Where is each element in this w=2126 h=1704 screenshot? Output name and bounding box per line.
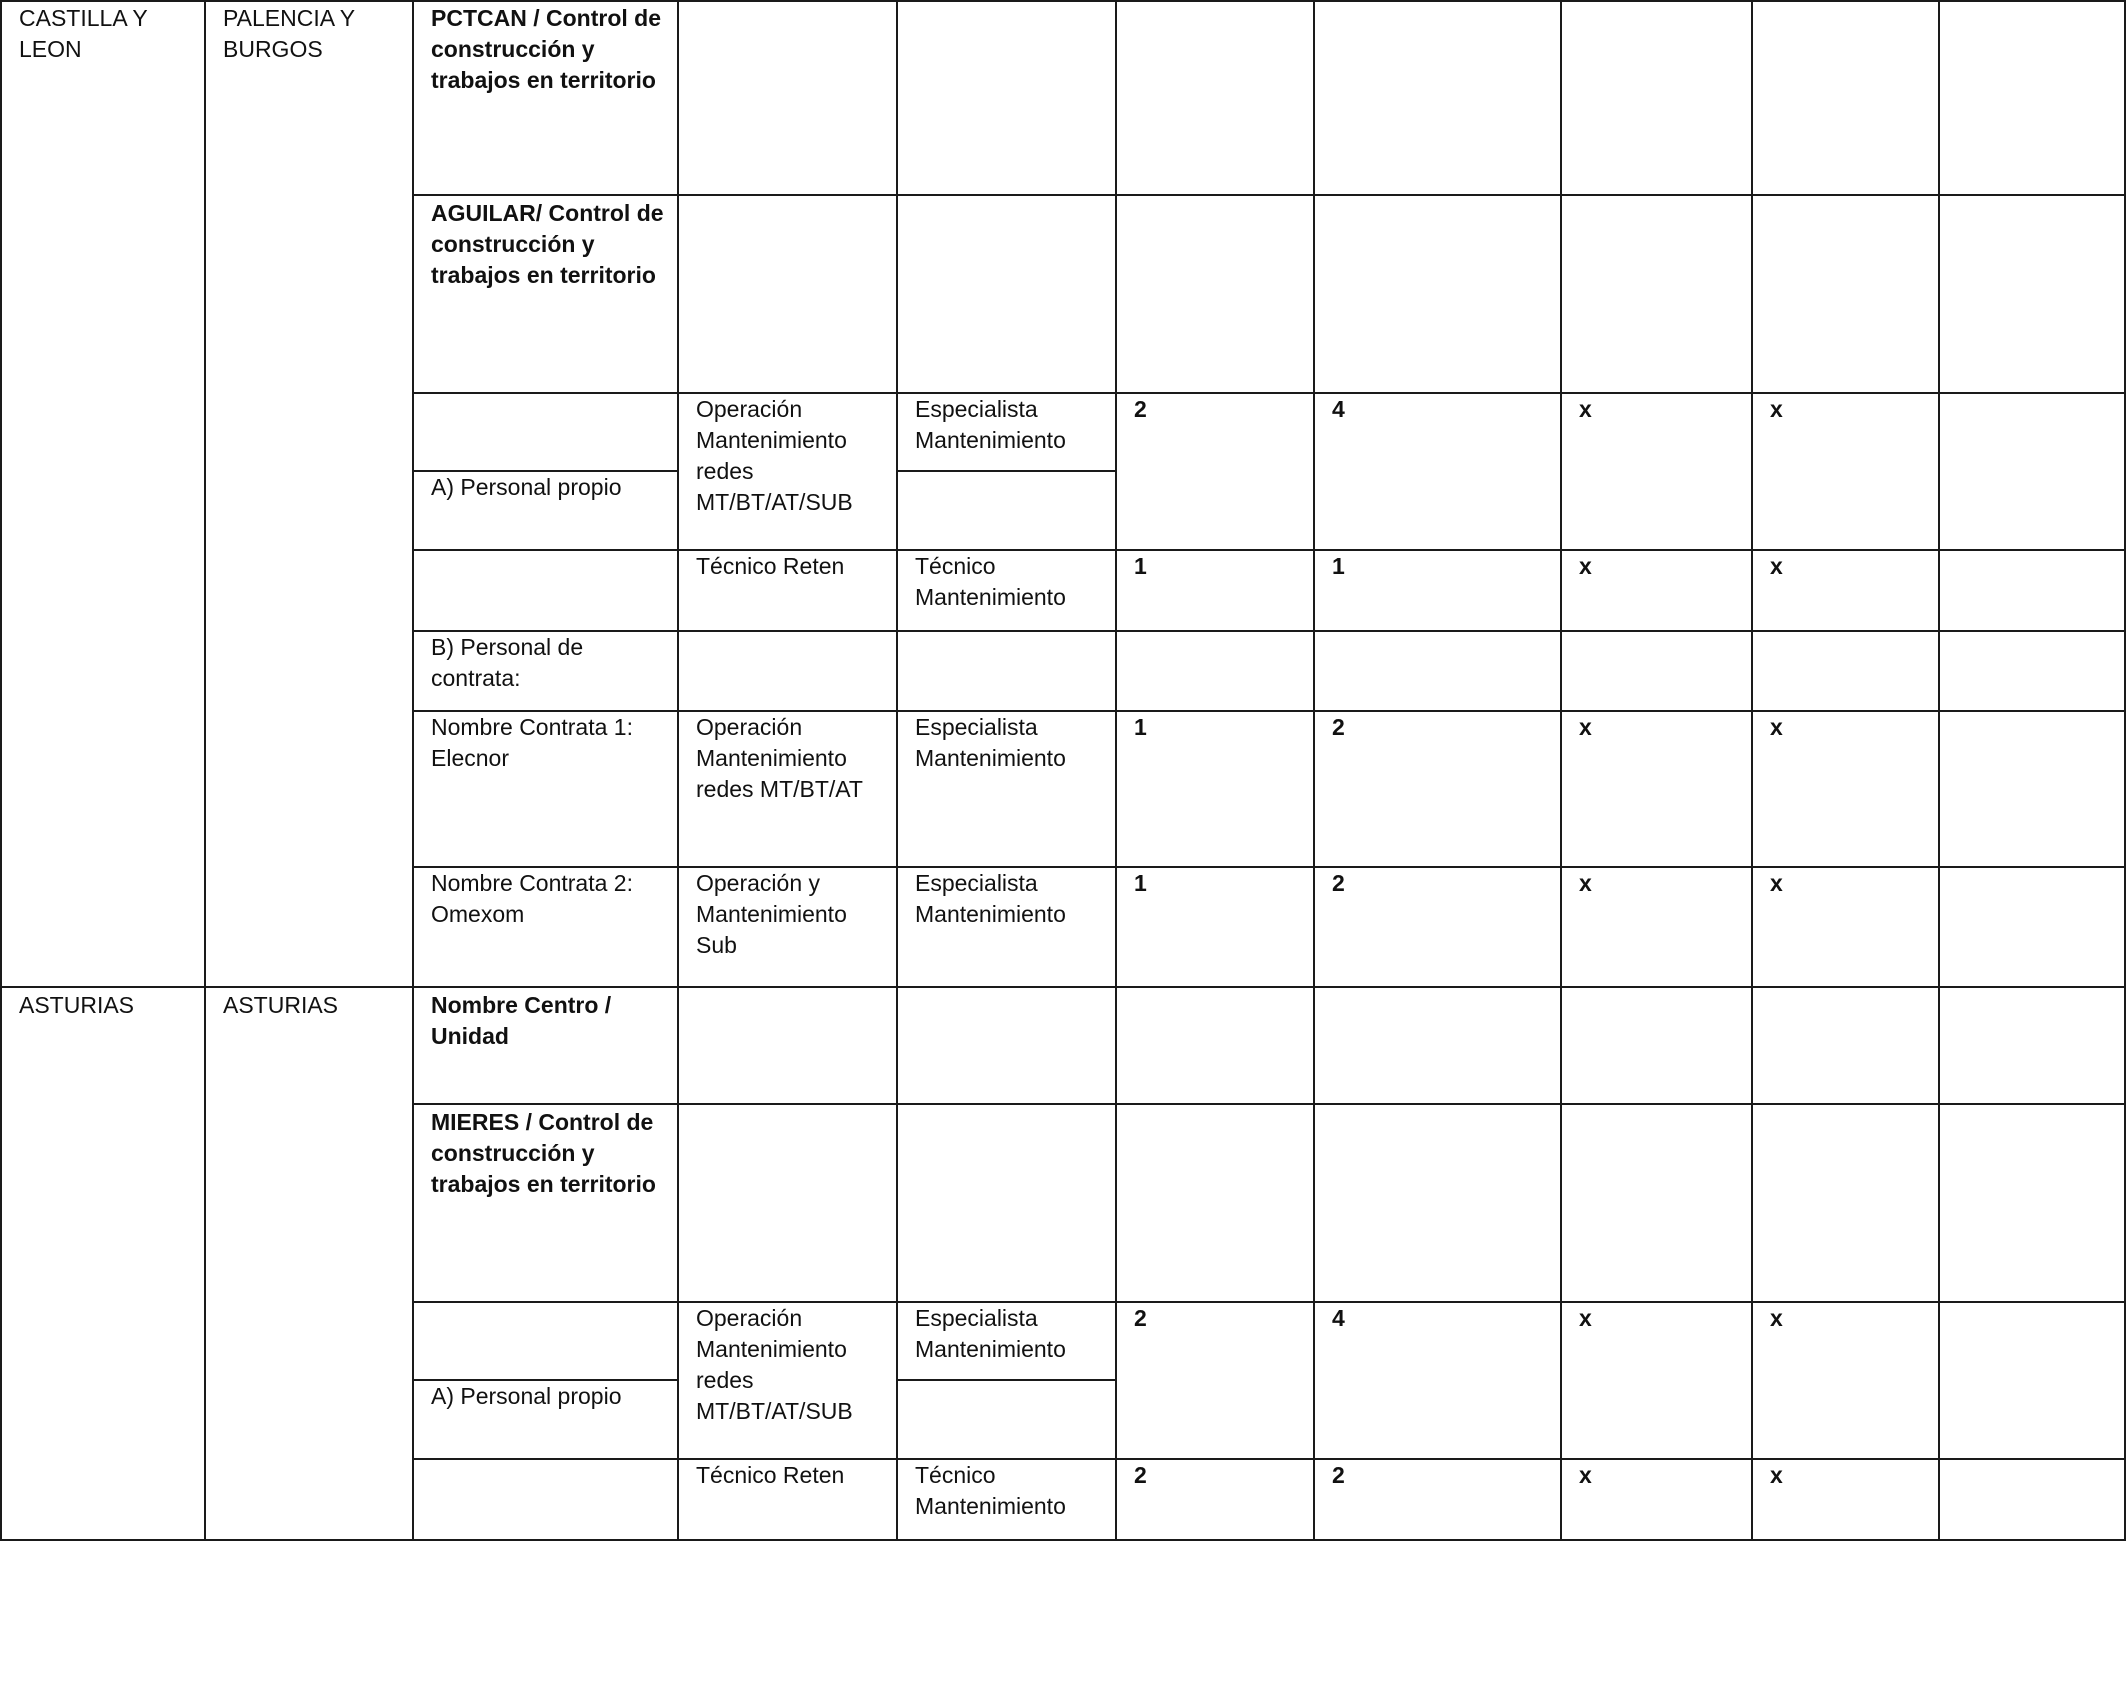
province-cell: ASTURIAS xyxy=(223,992,339,1018)
count-cell: 2 xyxy=(1332,1462,1345,1488)
mark-cell: x xyxy=(1770,396,1783,422)
personal-contrata-label: B) Personal de contrata: xyxy=(431,634,584,691)
activity-cell: Técnico Reten xyxy=(696,553,845,579)
count-cell: 1 xyxy=(1134,870,1147,896)
activity-cell: Operación Mantenimiento redes MT/BT/AT/SUB xyxy=(696,396,853,515)
role-cell: Técnico Mantenimiento xyxy=(915,1462,1066,1519)
activity-cell: Operación y Mantenimiento Sub xyxy=(696,870,847,958)
region-cell: ASTURIAS xyxy=(19,992,135,1018)
personal-propio-label: A) Personal propio xyxy=(431,474,622,500)
count-cell: 2 xyxy=(1332,870,1345,896)
mark-cell: x xyxy=(1770,714,1783,740)
count-cell: 2 xyxy=(1332,714,1345,740)
mark-cell: x xyxy=(1579,1305,1592,1331)
count-cell: 2 xyxy=(1134,1462,1147,1488)
mark-cell: x xyxy=(1770,870,1783,896)
col-divider xyxy=(204,0,206,1541)
count-cell: 4 xyxy=(1332,1305,1345,1331)
activity-cell: Operación Mantenimiento redes MT/BT/AT/SUB xyxy=(696,1305,853,1424)
activity-cell: Técnico Reten xyxy=(696,1462,845,1488)
role-cell: Especialista Mantenimiento xyxy=(915,1305,1066,1362)
row-divider xyxy=(896,1379,1116,1381)
role-cell: Técnico Mantenimiento xyxy=(915,553,1066,610)
activity-cell: Operación Mantenimiento redes MT/BT/AT xyxy=(696,714,863,802)
count-cell: 2 xyxy=(1134,1305,1147,1331)
table-border-bottom xyxy=(0,1539,2126,1541)
row-divider xyxy=(896,470,1116,472)
role-cell: Especialista Mantenimiento xyxy=(915,396,1066,453)
center-name-cell: MIERES / Control de construcción y trabajos en territorio xyxy=(431,1109,656,1197)
mark-cell: x xyxy=(1579,553,1592,579)
mark-cell: x xyxy=(1579,714,1592,740)
empty-cell xyxy=(1940,1457,2124,1460)
role-cell: Especialista Mantenimiento xyxy=(915,714,1066,771)
mark-cell: x xyxy=(1579,396,1592,422)
province-cell: PALENCIA Y BURGOS xyxy=(223,5,356,62)
center-name-cell: Nombre Centro / Unidad xyxy=(431,992,612,1049)
empty-cell xyxy=(1940,391,2124,394)
mark-cell: x xyxy=(1770,553,1783,579)
contrata-name-cell: Nombre Contrata 1: Elecnor xyxy=(431,714,633,771)
mark-cell: x xyxy=(1770,1305,1783,1331)
col-divider xyxy=(1938,0,1940,1541)
empty-cell xyxy=(1940,548,2124,551)
mark-cell: x xyxy=(1579,870,1592,896)
table-border-left xyxy=(0,0,2,1541)
region-cell: CASTILLA Y LEON xyxy=(19,5,148,62)
empty-cell xyxy=(1940,865,2124,868)
count-cell: 2 xyxy=(1134,396,1147,422)
count-cell: 1 xyxy=(1134,553,1147,579)
mark-cell: x xyxy=(1770,1462,1783,1488)
role-cell: Especialista Mantenimiento xyxy=(915,870,1066,927)
count-cell: 1 xyxy=(1134,714,1147,740)
mark-cell: x xyxy=(1579,1462,1592,1488)
center-name-cell: PCTCAN / Control de construcción y trabajos en territorio xyxy=(431,5,661,93)
center-name-cell: AGUILAR/ Control de construcción y trabajos en territorio xyxy=(431,200,664,288)
empty-cell xyxy=(1940,709,2124,712)
count-cell: 4 xyxy=(1332,396,1345,422)
contrata-name-cell: Nombre Contrata 2: Omexom xyxy=(431,870,633,927)
personal-propio-label: A) Personal propio xyxy=(431,1383,622,1409)
empty-cell xyxy=(1940,1300,2124,1303)
count-cell: 1 xyxy=(1332,553,1345,579)
